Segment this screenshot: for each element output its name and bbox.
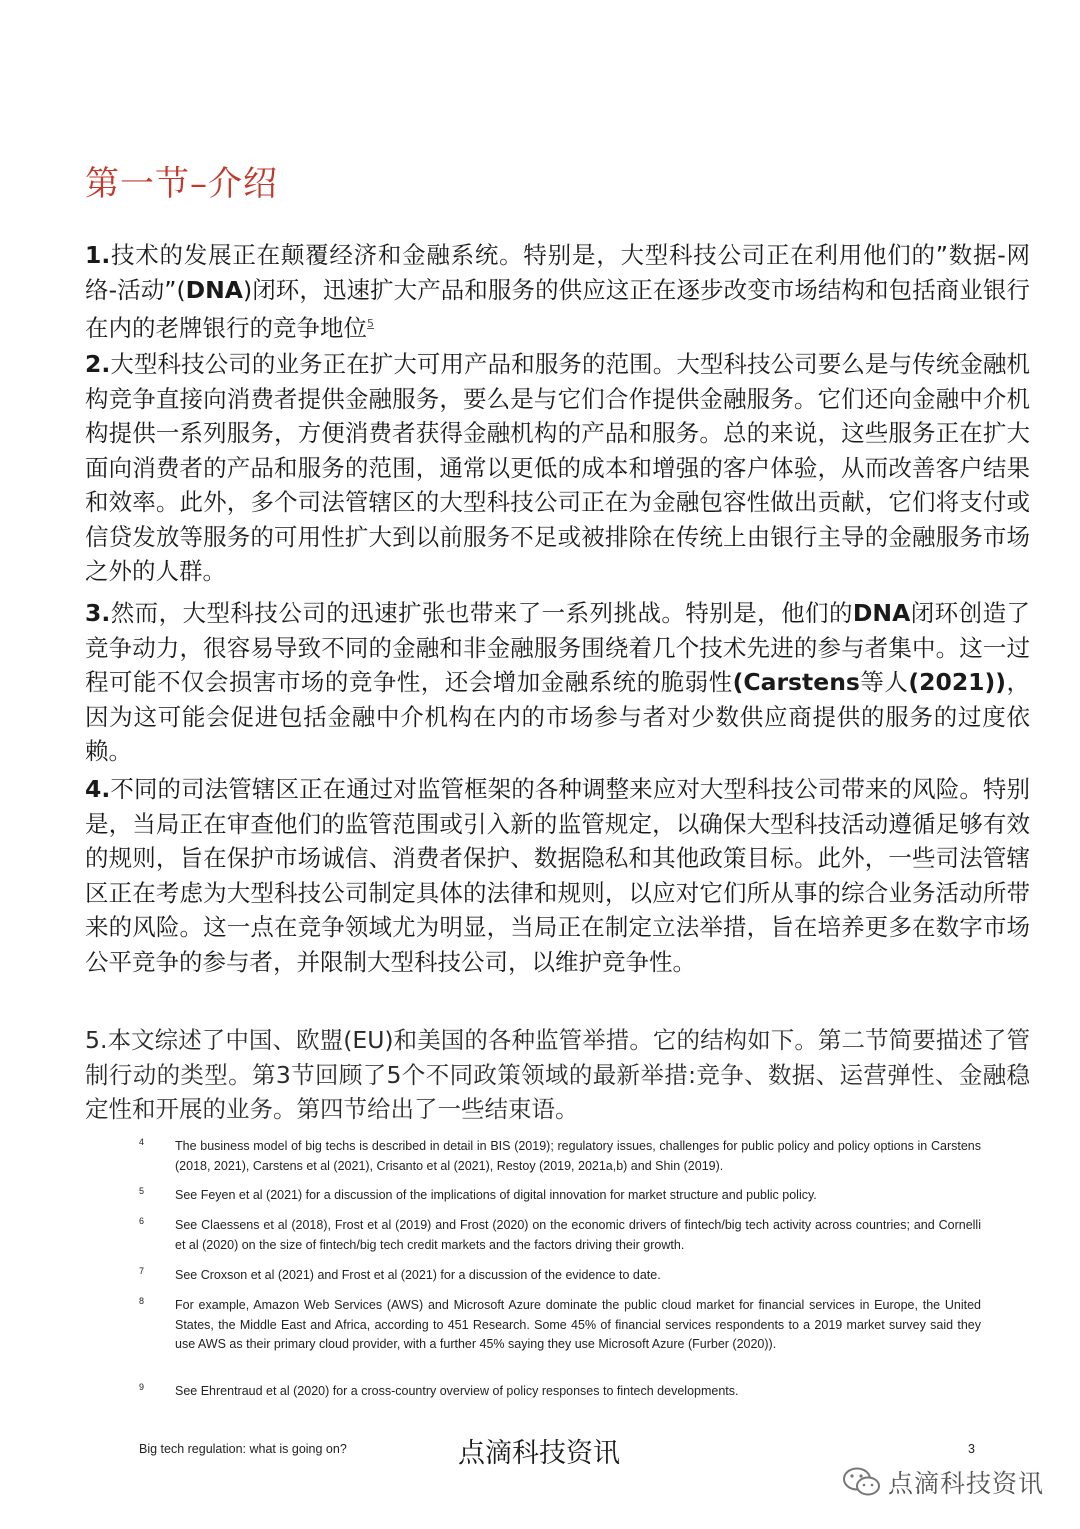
paragraph-text: 技术的发展正在颠覆经济和金融系统。特别是，大型科技公司正在利用他们的”数据-网络-活动”( (85, 241, 1030, 304)
citation: (Carstens (732, 668, 860, 696)
wechat-watermark (842, 1462, 1044, 1502)
footnote-text: See Croxson et al (2021) and Frost et al (2021) for a discussion of the evidence to date. (175, 1268, 661, 1282)
paragraph-text: 闭环创造了竞争动力，很容易导致不同的金融和非金融服务围绕着几个技术先进的参与者集中。这一过程可能不仅会损害市场的竞争性，还会增加金融系统的脆弱性 (85, 599, 1031, 696)
footnote-number: 6 (139, 1216, 145, 1226)
footnote-text: See Ehrentraud et al (2020) for a cross-country overview of policy responses to fintech developments. (175, 1384, 739, 1398)
footnote-9 (139, 1382, 981, 1402)
paragraph-text: 然而，大型科技公司的迅速扩张也带来了一系列挑战。特别是，他们的 (110, 599, 853, 627)
footer-source-label: 点滴科技资讯 (458, 1438, 620, 1469)
watermark-text: 点滴科技资讯 (888, 1469, 1045, 1498)
paragraph-number: 4. (85, 775, 111, 803)
paragraph-3 (85, 596, 1030, 769)
footer-running-title: Big tech regulation: what is going on? (139, 1442, 347, 1456)
paragraph-1 (85, 238, 1030, 345)
citation-year: (2021)) (908, 668, 1007, 696)
footnote-number: 7 (139, 1266, 145, 1276)
footnote-text: For example, Amazon Web Services (AWS) and Microsoft Azure dominate the public cloud market for financial services in Europe, the United States, the Middle East and Africa, according to 451 Research. Some 45% of financial services respondents to a 2019 market survey said they use AWS as their primary cloud provider, with a further 45% saying they use Microsoft Azure (Furber (2020)). (175, 1298, 981, 1351)
wechat-icon (842, 1466, 882, 1498)
page-number: 3 (968, 1442, 975, 1456)
footnote-7 (139, 1266, 981, 1286)
footnote-4 (139, 1137, 981, 1176)
paragraph-text: )闭环，迅速扩大产品和服务的供应这正在逐步改变市场结构和包括商业银行在内的老牌银行的竞争地位 (85, 275, 1030, 342)
paragraph-text: ，因为这可能会促进包括金融中介机构在内的市场参与者对少数供应商提供的服务的过度依赖。 (85, 668, 1031, 765)
footnote-8 (139, 1296, 981, 1355)
footnote-number: 8 (139, 1296, 145, 1306)
footnote-text: The business model of big techs is described in detail in BIS (2019); regulatory issues, challenges for public policy and policy options in Carstens (2018, 2021), Carstens et al (2021), Crisanto et al (2021), Restoy (2019, 2021a,b) and Shin (2019). (175, 1139, 981, 1173)
paragraph-5: 5.本文综述了中国、欧盟(EU)和美国的各种监管举措。它的结构如下。第二节简要描述了管制行动的类型。第3节回顾了5个不同政策领域的最新举措:竞争、数据、运营弹性、金融稳定性和开展的业务。第四节给出了一些结束语。 (85, 1026, 1030, 1123)
paragraph-text: 不同的司法管辖区正在通过对监管框架的各种调整来应对大型科技公司带来的风险。特别是，当局正在审查他们的监管范围或引入新的监管规定，以确保大型科技活动遵循足够有效的规则，旨在保护市场诚信、消费者保护、数据隐私和其他政策目标。此外，一些司法管辖区正在考虑为大型科技公司制定具体的法律和规则，以应对它们所从事的综合业务活动所带来的风险。这一点在竞争领域尤为明显，当局正在制定立法举措，旨在培养更多在数字市场公平竞争的参与者，并限制大型科技公司，以维护竞争性。 (85, 775, 1030, 976)
dna-term: DNA (185, 275, 243, 304)
paragraph-number: 1. (85, 241, 111, 269)
citation-etal: 等人 (859, 668, 909, 696)
footnote-ref-5[interactable]: 5 (367, 317, 374, 330)
footnote-5 (139, 1186, 981, 1206)
footnote-number: 9 (139, 1382, 145, 1392)
paragraph-4 (85, 772, 1030, 979)
footnote-text: See Feyen et al (2021) for a discussion of the implications of digital innovation for market structure and public policy. (175, 1188, 817, 1202)
paragraph-text: 大型科技公司的业务正在扩大可用产品和服务的范围。大型科技公司要么是与传统金融机构竞争直接向消费者提供金融服务，要么是与它们合作提供金融服务。它们还向金融中介机构提供一系列服务，方便消费者获得金融机构的产品和服务。总的来说，这些服务正在扩大面向消费者的产品和服务的范围，通常以更低的成本和增强的客户体验，从而改善客户结果和效率。此外，多个司法管辖区的大型科技公司正在为金融包容性做出贡献，它们将支付或信贷发放等服务的可用性扩大到以前服务不足或被排除在传统上由银行主导的金融服务市场之外的人群。 (85, 350, 1030, 585)
footnote-number: 5 (139, 1186, 145, 1196)
paragraph-number: 3. (85, 599, 111, 627)
section-title: 第一节–介绍 (85, 164, 278, 204)
footnote-6 (139, 1216, 981, 1255)
footnote-text: See Claessens et al (2018), Frost et al (2019) and Frost (2020) on the economic drivers of fintech/big tech activity across countries; and Cornelli et al (2020) on the size of fintech/big tech credit markets and the factors driving their growth. (175, 1218, 981, 1252)
dna-term: DNA (852, 599, 911, 627)
footnote-number: 4 (139, 1137, 145, 1147)
paragraph-2 (85, 347, 1030, 589)
paragraph-number: 2. (85, 350, 111, 378)
